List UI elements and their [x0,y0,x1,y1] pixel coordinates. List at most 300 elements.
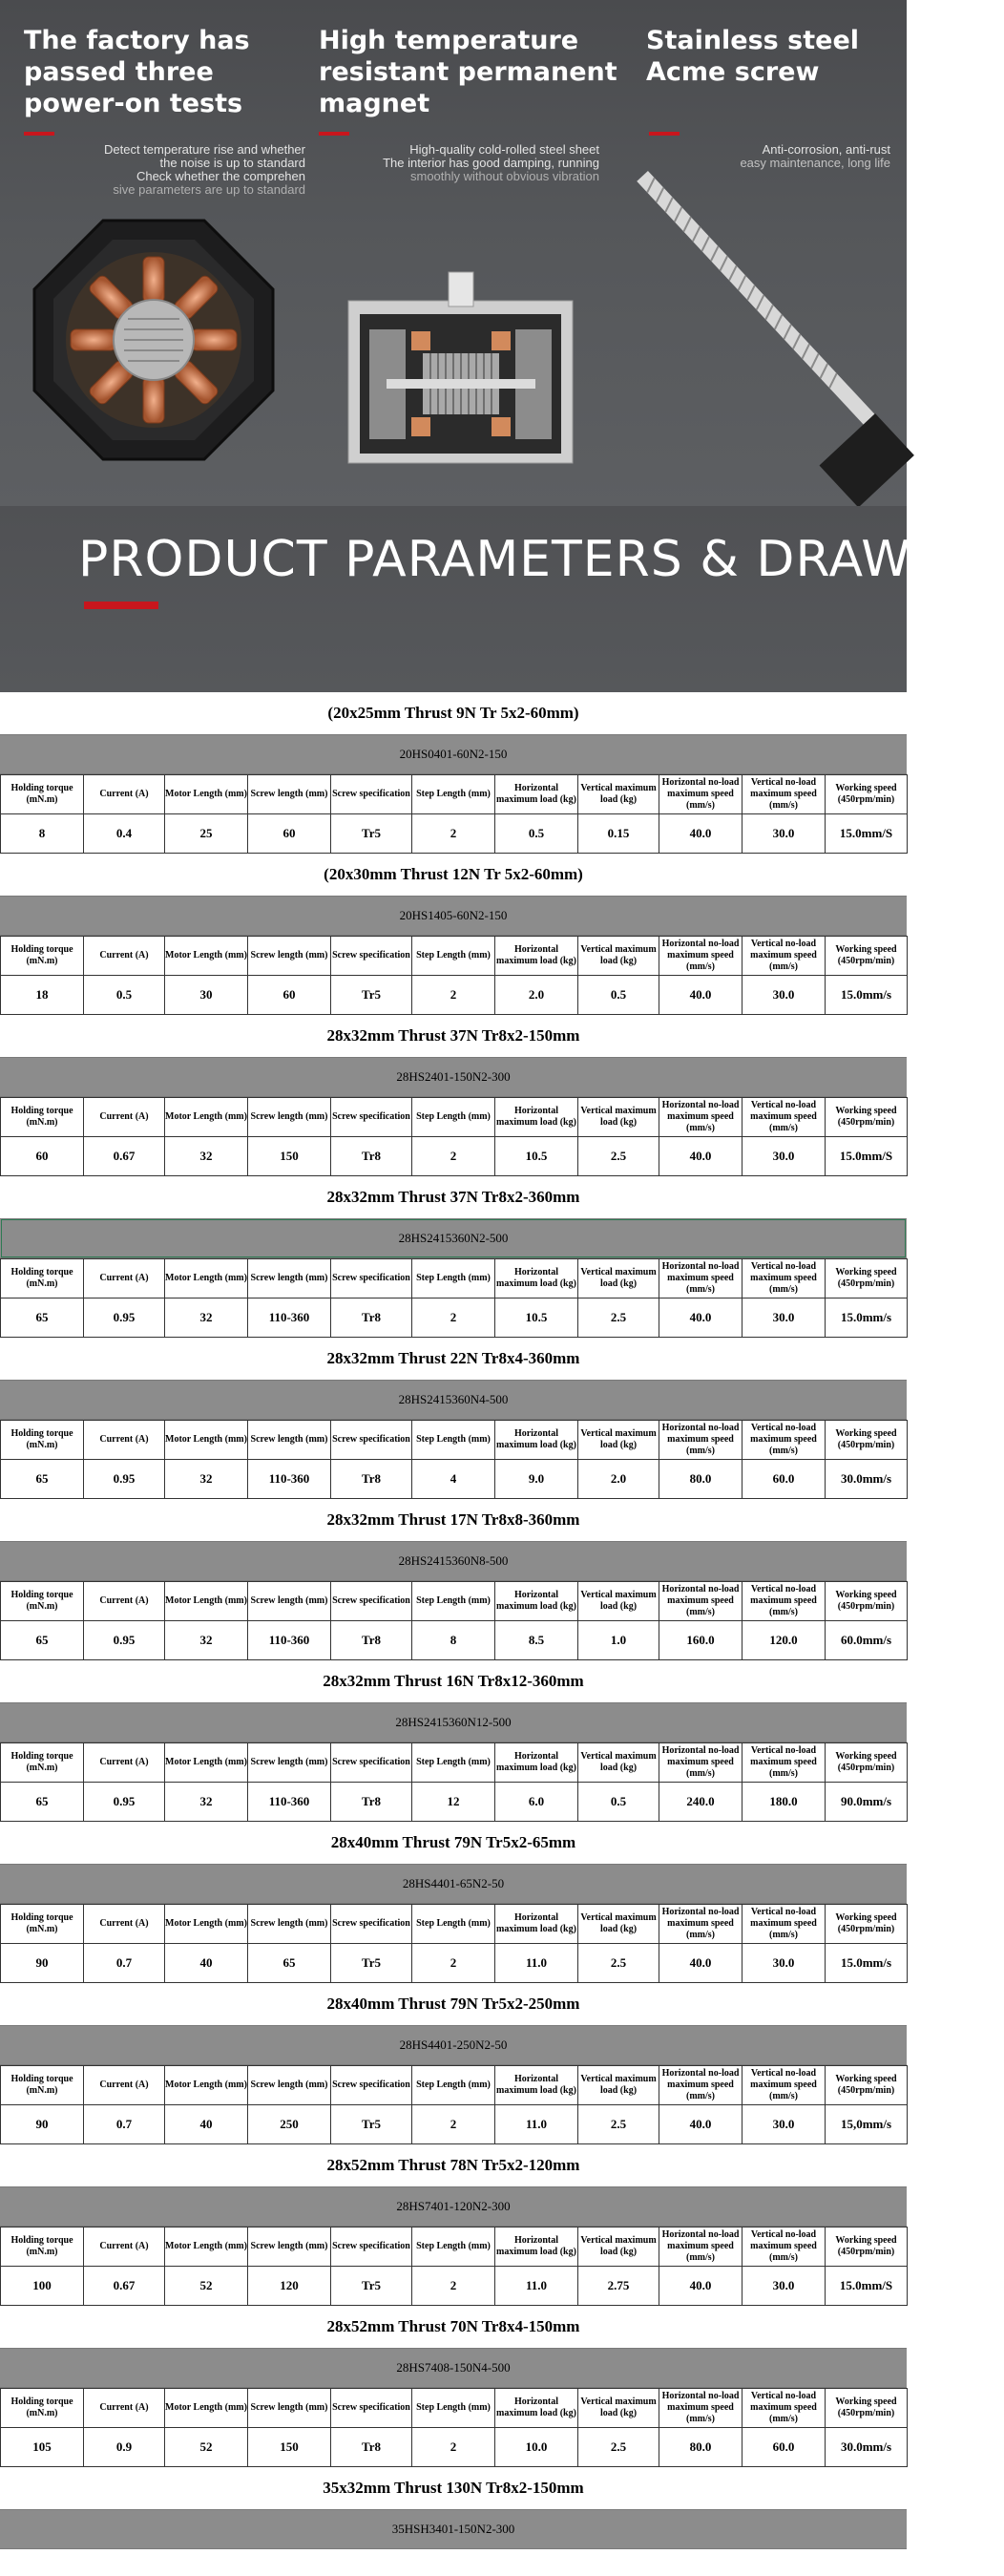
title-line: Acme screw [646,57,820,87]
column-header: Step Length (mm) [412,937,495,976]
table-cell: 110-360 [248,1460,331,1499]
stator-icon [29,215,279,465]
table-row [1,1783,908,1822]
column-header: Vertical no-load maximum speed (mm/s) [743,1098,826,1137]
feature-acme-screw [646,25,859,88]
table-cell: 32 [165,1621,248,1660]
table-cell: 40 [165,2105,248,2144]
column-header: Step Length (mm) [412,1743,495,1783]
table-cell: 120.0 [743,1621,826,1660]
table-cell: 8 [412,1621,495,1660]
column-header: Horizontal maximum load (kg) [495,1421,578,1460]
table-cell: 0.15 [578,814,659,854]
table-cell: 0.7 [84,2105,165,2144]
table-row [1,976,908,1015]
column-header: Vertical no-load maximum speed (mm/s) [743,2066,826,2105]
column-header: Screw length (mm) [248,1098,331,1137]
desc-line: easy maintenance, long life [740,156,890,170]
table-row [1,1621,908,1660]
table-row [1,1137,908,1176]
title-line: resistant permanent [319,57,617,87]
title-line: magnet [319,89,430,118]
table-cell: Tr8 [331,1460,412,1499]
column-header: Screw length (mm) [248,2389,331,2428]
table-cell: 0.67 [84,1137,165,1176]
spec-title: 35x32mm Thrust 130N Tr8x2-150mm [0,2467,907,2509]
table-cell: 2.75 [578,2267,659,2306]
desc-line: Anti-corrosion, anti-rust [762,142,890,157]
table-cell: 0.4 [84,814,165,854]
spec-title: 28x32mm Thrust 37N Tr8x2-150mm [0,1015,907,1057]
column-header: Screw length (mm) [248,2066,331,2105]
table-cell: 40.0 [659,2267,743,2306]
column-header: Horizontal maximum load (kg) [495,2066,578,2105]
table-cell: 15.0mm/s [826,976,908,1015]
column-header: Current (A) [84,1098,165,1137]
table-cell: 32 [165,1783,248,1822]
column-header: Screw specification [331,2389,412,2428]
column-header: Horizontal maximum load (kg) [495,1743,578,1783]
accent-underline [319,132,349,136]
column-header: Working speed (450rpm/min) [826,1259,908,1299]
table-cell: 2.5 [578,2428,659,2467]
table-cell: 2.0 [578,1460,659,1499]
table-row [1,2267,908,2306]
table-cell: 0.5 [578,1783,659,1822]
table-cell: 0.5 [578,976,659,1015]
column-header: Vertical no-load maximum speed (mm/s) [743,2228,826,2267]
table-cell: 0.5 [84,976,165,1015]
spec-table [0,2227,908,2306]
column-header: Current (A) [84,1259,165,1299]
table-cell: 15.0mm/S [826,814,908,854]
title-line: High temperature [319,26,579,55]
column-header: Screw specification [331,1421,412,1460]
features-banner [0,0,907,506]
table-cell: 0.95 [84,1460,165,1499]
column-header: Working speed (450rpm/min) [826,1743,908,1783]
column-header: Screw length (mm) [248,1743,331,1783]
table-cell: 11.0 [495,2105,578,2144]
accent-underline [649,132,680,136]
spec-table [0,1097,908,1176]
column-header: Horizontal maximum load (kg) [495,775,578,814]
column-header: Vertical maximum load (kg) [578,775,659,814]
table-cell: 52 [165,2267,248,2306]
spec-table [0,1258,908,1338]
column-header: Working speed (450rpm/min) [826,1421,908,1460]
table-cell: 120 [248,2267,331,2306]
model-number: 35HSH3401-150N2-300 [0,2509,907,2549]
column-header: Holding torque (mN.m) [1,937,84,976]
column-header: Working speed (450rpm/min) [826,1098,908,1137]
model-number: 20HS1405-60N2-150 [0,896,907,936]
column-header: Screw specification [331,1905,412,1944]
table-cell: 90 [1,2105,84,2144]
table-cell: 60.0 [743,2428,826,2467]
column-header: Motor Length (mm) [165,1743,248,1783]
table-cell: Tr8 [331,1783,412,1822]
table-cell: 2 [412,2267,495,2306]
table-cell: 2 [412,976,495,1015]
table-cell: Tr8 [331,1137,412,1176]
table-cell: 150 [248,2428,331,2467]
table-cell: 6.0 [495,1783,578,1822]
column-header: Current (A) [84,1743,165,1783]
column-header: Vertical no-load maximum speed (mm/s) [743,775,826,814]
table-cell: 0.67 [84,2267,165,2306]
parameters-header [0,506,1004,692]
table-cell: 2.5 [578,1137,659,1176]
feature-description [353,143,599,183]
column-header: Motor Length (mm) [165,775,248,814]
table-cell: 0.5 [495,814,578,854]
desc-line: the noise is up to standard [159,156,305,170]
model-number: 28HS7408-150N4-500 [0,2348,907,2388]
section-title: PRODUCT PARAMETERS & DRAWING [78,531,1004,588]
column-header: Current (A) [84,2228,165,2267]
column-header: Working speed (450rpm/min) [826,937,908,976]
table-cell: 0.95 [84,1783,165,1822]
column-header: Screw length (mm) [248,775,331,814]
column-header: Horizontal no-load maximum speed (mm/s) [659,1905,743,1944]
table-cell: Tr8 [331,1621,412,1660]
table-cell: Tr5 [331,1944,412,1983]
table-cell: 1.0 [578,1621,659,1660]
spec-title: (20x30mm Thrust 12N Tr 5x2-60mm) [0,854,907,896]
table-cell: 12 [412,1783,495,1822]
table-cell: 30.0 [743,814,826,854]
table-cell: 65 [1,1621,84,1660]
table-cell: 2 [412,2428,495,2467]
spec-title: 28x52mm Thrust 78N Tr5x2-120mm [0,2144,907,2186]
model-number: 28HS2415360N8-500 [0,1541,907,1581]
table-cell: 60 [248,976,331,1015]
column-header: Step Length (mm) [412,775,495,814]
table-row [1,2105,908,2144]
column-header: Motor Length (mm) [165,2228,248,2267]
table-cell: 80.0 [659,2428,743,2467]
table-header-row [1,1421,908,1460]
spec-table [0,1742,908,1822]
table-cell: 2 [412,1137,495,1176]
column-header: Step Length (mm) [412,2228,495,2267]
column-header: Motor Length (mm) [165,2389,248,2428]
column-header: Horizontal no-load maximum speed (mm/s) [659,1582,743,1621]
table-row [1,1944,908,1983]
table-cell: 150 [248,1137,331,1176]
table-cell: 15,0mm/s [826,2105,908,2144]
table-row [1,1460,908,1499]
table-header-row [1,775,908,814]
column-header: Working speed (450rpm/min) [826,2228,908,2267]
table-cell: Tr5 [331,2267,412,2306]
column-header: Vertical maximum load (kg) [578,2066,659,2105]
column-header: Working speed (450rpm/min) [826,2389,908,2428]
column-header: Vertical maximum load (kg) [578,1098,659,1137]
column-header: Horizontal maximum load (kg) [495,1905,578,1944]
model-number: 28HS2401-150N2-300 [0,1057,907,1097]
table-header-row [1,937,908,976]
column-header: Horizontal no-load maximum speed (mm/s) [659,1743,743,1783]
feature-power-on-tests [24,25,250,119]
table-cell: 40.0 [659,1137,743,1176]
column-header: Step Length (mm) [412,2389,495,2428]
table-cell: 110-360 [248,1621,331,1660]
table-cell: 40.0 [659,1299,743,1338]
table-cell: 32 [165,1460,248,1499]
column-header: Working speed (450rpm/min) [826,1905,908,1944]
table-cell: 110-360 [248,1299,331,1338]
table-cell: 30 [165,976,248,1015]
column-header: Holding torque (mN.m) [1,2389,84,2428]
lead-screw-icon [625,186,907,482]
spec-title: 28x52mm Thrust 70N Tr8x4-150mm [0,2306,907,2348]
table-cell: 40.0 [659,814,743,854]
column-header: Holding torque (mN.m) [1,1259,84,1299]
column-header: Horizontal no-load maximum speed (mm/s) [659,1098,743,1137]
column-header: Horizontal no-load maximum speed (mm/s) [659,937,743,976]
column-header: Holding torque (mN.m) [1,2066,84,2105]
spec-title: 28x40mm Thrust 79N Tr5x2-250mm [0,1983,907,2025]
table-header-row [1,1098,908,1137]
column-header: Horizontal no-load maximum speed (mm/s) [659,1259,743,1299]
column-header: Vertical no-load maximum speed (mm/s) [743,2389,826,2428]
table-cell: 2 [412,814,495,854]
table-row [1,814,908,854]
table-cell: 65 [1,1783,84,1822]
column-header: Vertical maximum load (kg) [578,937,659,976]
table-cell: 30.0mm/s [826,1460,908,1499]
table-cell: 32 [165,1137,248,1176]
table-cell: Tr8 [331,2428,412,2467]
column-header: Holding torque (mN.m) [1,1905,84,1944]
table-header-row [1,2389,908,2428]
column-header: Current (A) [84,937,165,976]
column-header: Horizontal maximum load (kg) [495,1259,578,1299]
feature-description [91,143,305,197]
column-header: Motor Length (mm) [165,1582,248,1621]
model-number: 28HS2415360N2-500 [0,1218,907,1258]
table-cell: 10.5 [495,1137,578,1176]
table-cell: 80.0 [659,1460,743,1499]
title-line: passed three [24,57,214,87]
column-header: Step Length (mm) [412,1905,495,1944]
column-header: Working speed (450rpm/min) [826,2066,908,2105]
table-cell: 52 [165,2428,248,2467]
column-header: Screw specification [331,2228,412,2267]
spec-title: 28x32mm Thrust 16N Tr8x12-360mm [0,1660,907,1702]
column-header: Screw specification [331,1259,412,1299]
column-header: Vertical maximum load (kg) [578,1259,659,1299]
table-row [1,2428,908,2467]
spec-title: 28x32mm Thrust 37N Tr8x2-360mm [0,1176,907,1218]
model-number: 28HS4401-250N2-50 [0,2025,907,2065]
column-header: Vertical maximum load (kg) [578,2228,659,2267]
table-cell: 100 [1,2267,84,2306]
table-cell: 32 [165,1299,248,1338]
column-header: Working speed (450rpm/min) [826,1582,908,1621]
column-header: Working speed (450rpm/min) [826,775,908,814]
table-cell: 25 [165,814,248,854]
spec-table [0,1420,908,1499]
table-cell: 10.5 [495,1299,578,1338]
column-header: Horizontal maximum load (kg) [495,1582,578,1621]
table-cell: 160.0 [659,1621,743,1660]
title-line: The factory has [24,26,250,55]
table-cell: 2.5 [578,2105,659,2144]
table-cell: 11.0 [495,2267,578,2306]
table-cell: 8.5 [495,1621,578,1660]
spec-title: 28x32mm Thrust 17N Tr8x8-360mm [0,1499,907,1541]
column-header: Motor Length (mm) [165,1421,248,1460]
spec-table [0,1904,908,1983]
table-cell: 60 [1,1137,84,1176]
column-header: Vertical no-load maximum speed (mm/s) [743,1421,826,1460]
table-cell: 2 [412,1944,495,1983]
spec-table [0,936,908,1015]
column-header: Vertical maximum load (kg) [578,2389,659,2428]
table-cell: 4 [412,1460,495,1499]
column-header: Screw specification [331,1582,412,1621]
column-header: Vertical no-load maximum speed (mm/s) [743,1259,826,1299]
table-cell: 30.0 [743,976,826,1015]
column-header: Screw specification [331,937,412,976]
column-header: Horizontal maximum load (kg) [495,2228,578,2267]
table-cell: 10.0 [495,2428,578,2467]
spec-table [0,2388,908,2467]
column-header: Horizontal maximum load (kg) [495,937,578,976]
column-header: Screw specification [331,2066,412,2105]
table-cell: Tr5 [331,976,412,1015]
table-cell: 40 [165,1944,248,1983]
column-header: Current (A) [84,1421,165,1460]
table-cell: 250 [248,2105,331,2144]
column-header: Current (A) [84,2066,165,2105]
table-cell: 9.0 [495,1460,578,1499]
feature-permanent-magnet [319,25,617,119]
feature-title [319,25,617,119]
column-header: Step Length (mm) [412,1421,495,1460]
column-header: Horizontal no-load maximum speed (mm/s) [659,775,743,814]
column-header: Vertical no-load maximum speed (mm/s) [743,937,826,976]
desc-line: smoothly without obvious vibration [410,169,599,183]
table-cell: 65 [248,1944,331,1983]
column-header: Current (A) [84,1582,165,1621]
column-header: Current (A) [84,2389,165,2428]
column-header: Horizontal no-load maximum speed (mm/s) [659,2066,743,2105]
accent-underline [24,132,54,136]
spec-title: (20x25mm Thrust 9N Tr 5x2-60mm) [0,692,907,734]
spec-list [0,692,907,2467]
column-header: Holding torque (mN.m) [1,2228,84,2267]
model-number: 28HS4401-65N2-50 [0,1864,907,1904]
column-header: Current (A) [84,1905,165,1944]
column-header: Screw length (mm) [248,1582,331,1621]
table-cell: 8 [1,814,84,854]
column-header: Vertical maximum load (kg) [578,1743,659,1783]
table-cell: 40.0 [659,976,743,1015]
column-header: Vertical no-load maximum speed (mm/s) [743,1743,826,1783]
table-cell: 2.5 [578,1299,659,1338]
spec-title: 28x40mm Thrust 79N Tr5x2-65mm [0,1822,907,1864]
column-header: Motor Length (mm) [165,1259,248,1299]
accent-underline [84,602,158,609]
table-cell: 60.0 [743,1460,826,1499]
column-header: Vertical maximum load (kg) [578,1582,659,1621]
table-cell: 15.0mm/s [826,1299,908,1338]
table-cell: 11.0 [495,1944,578,1983]
column-header: Horizontal maximum load (kg) [495,1098,578,1137]
column-header: Holding torque (mN.m) [1,1743,84,1783]
table-header-row [1,1259,908,1299]
table-cell: 15.0mm/s [826,1944,908,1983]
table-cell: 30.0 [743,2105,826,2144]
motor-cutaway-icon [348,272,573,473]
table-cell: 30.0mm/s [826,2428,908,2467]
table-cell: 0.7 [84,1944,165,1983]
table-cell: 65 [1,1460,84,1499]
column-header: Motor Length (mm) [165,1098,248,1137]
spec-table [0,2065,908,2144]
table-cell: 240.0 [659,1783,743,1822]
table-header-row [1,2228,908,2267]
table-cell: 18 [1,976,84,1015]
table-cell: 30.0 [743,2267,826,2306]
feature-title [24,25,250,119]
column-header: Vertical maximum load (kg) [578,1905,659,1944]
table-cell: 30.0 [743,1299,826,1338]
model-number: 28HS2415360N4-500 [0,1380,907,1420]
column-header: Step Length (mm) [412,2066,495,2105]
table-cell: 2 [412,2105,495,2144]
table-cell: 0.9 [84,2428,165,2467]
column-header: Horizontal no-load maximum speed (mm/s) [659,2389,743,2428]
table-header-row [1,1743,908,1783]
table-row [1,1299,908,1338]
feature-description [659,143,890,170]
column-header: Holding torque (mN.m) [1,1582,84,1621]
table-cell: 105 [1,2428,84,2467]
table-cell: 180.0 [743,1783,826,1822]
column-header: Holding torque (mN.m) [1,1098,84,1137]
column-header: Screw length (mm) [248,1905,331,1944]
table-cell: 2.0 [495,976,578,1015]
model-number: 28HS7401-120N2-300 [0,2186,907,2227]
table-cell: 90.0mm/s [826,1783,908,1822]
column-header: Screw specification [331,1098,412,1137]
table-cell: 90 [1,1944,84,1983]
table-cell: Tr8 [331,1299,412,1338]
table-header-row [1,2066,908,2105]
table-cell: 40.0 [659,2105,743,2144]
column-header: Vertical no-load maximum speed (mm/s) [743,1582,826,1621]
table-header-row [1,1905,908,1944]
title-line: Stainless steel [646,26,860,55]
column-header: Step Length (mm) [412,1582,495,1621]
column-header: Screw length (mm) [248,1421,331,1460]
table-cell: 110-360 [248,1783,331,1822]
table-cell: 60.0mm/s [826,1621,908,1660]
column-header: Screw specification [331,775,412,814]
desc-line: High-quality cold-rolled steel sheet [409,142,599,157]
column-header: Screw length (mm) [248,2228,331,2267]
column-header: Holding torque (mN.m) [1,1421,84,1460]
table-cell: Tr5 [331,2105,412,2144]
spec-table [0,1581,908,1660]
column-header: Holding torque (mN.m) [1,775,84,814]
column-header: Horizontal no-load maximum speed (mm/s) [659,2228,743,2267]
